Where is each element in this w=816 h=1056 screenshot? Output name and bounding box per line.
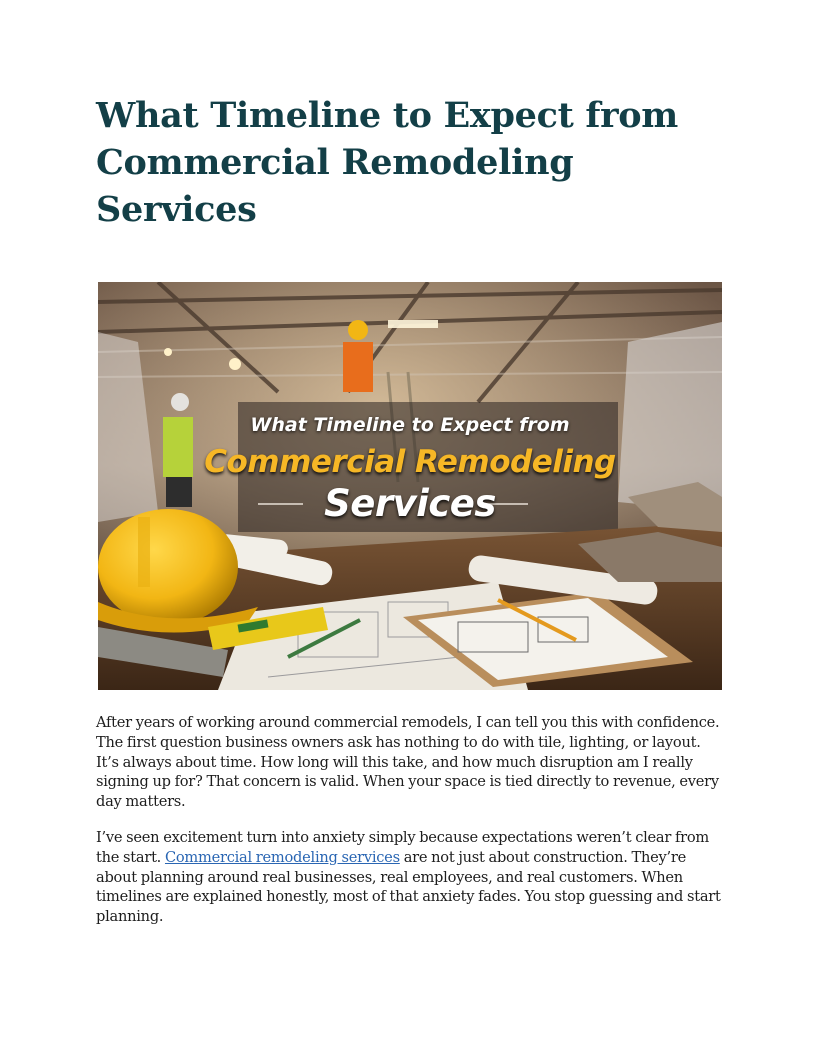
hero-caption-line2: Commercial Remodeling	[204, 444, 616, 480]
paragraph-second-text-start: I’ve seen excitement turn into anxiety simply because expectations weren’t clear from the start.	[96, 829, 709, 866]
hero-caption-line1: What Timeline to Expect from	[250, 414, 570, 436]
hero-caption-line3: Services	[324, 482, 496, 525]
paragraph-second-text-end: are not just about construction. They’re about planning around real businesses, real employees, and real customers. When timelines are explained honestly, most of that anxiety fades. You stop guessing and start planning.	[96, 848, 721, 926]
hero-image	[98, 282, 722, 690]
paragraph-second	[96, 828, 722, 927]
paragraph-intro: After years of working around commercial remodels, I can tell you this with confidence. The first question business owners ask has nothing to do with tile, lighting, or layout. It’s always about time. How long will this take, and how much disruption am I really signing up for? That concern is valid. When your space is tied directly to revenue, every day matters.	[96, 714, 720, 811]
commercial-remodeling-services-link[interactable]: Commercial remodeling services	[164, 848, 400, 866]
construction-scene-illustration	[98, 282, 722, 690]
article-title: What Timeline to Expect from Commercial Remodeling Services	[96, 95, 679, 230]
